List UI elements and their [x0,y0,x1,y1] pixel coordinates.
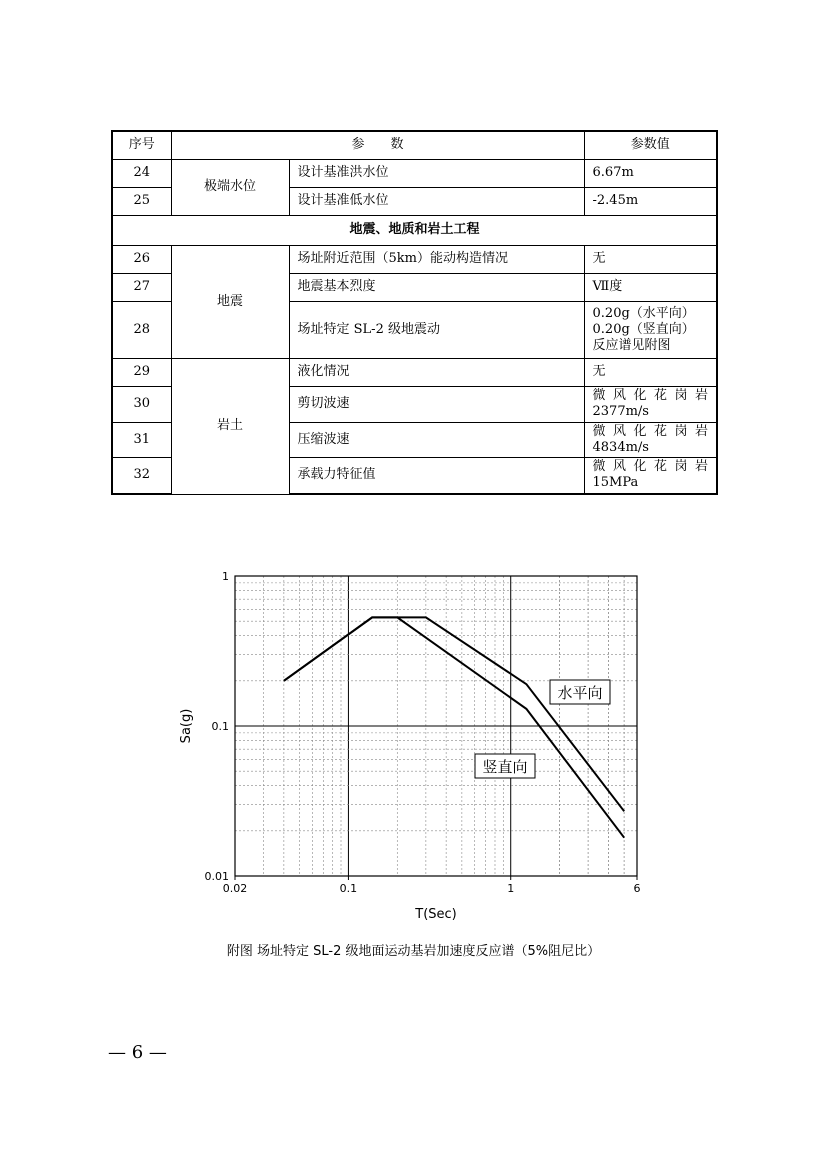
row-param: 设计基准洪水位 [289,159,584,187]
x-axis-label: T(Sec) [415,907,457,922]
table-header-row [112,131,717,159]
row-param: 地震基本烈度 [289,273,584,301]
row-param: 场址附近范围（5km）能动构造情况 [289,245,584,273]
row-value: 6.67m [584,159,717,187]
figure-caption: 附图 场址特定 SL-2 级地面运动基岩加速度反应谱（5%阻尼比） [226,944,601,959]
y-axis-label: Sa(g) [179,708,194,744]
header-param: 参 数 [171,131,584,159]
response-spectrum-chart [160,560,660,930]
header-no: 序号 [112,131,171,159]
row-no: 26 [112,245,171,273]
row-param: 设计基准低水位 [289,187,584,215]
x-tick-label: 0.02 [222,882,248,895]
row-group: 地震 [171,245,289,358]
table-row [112,245,717,273]
value-line: 微 风 化 花 岗 岩 [592,423,709,439]
page-number: — 6 — [108,1042,167,1063]
value-line: 15MPa [592,475,639,491]
header-value: 参数值 [584,131,717,159]
row-no: 24 [112,159,171,187]
value-line: 4834m/s [592,439,649,455]
row-param: 剪切波速 [289,386,584,422]
row-value [584,386,717,422]
row-value [584,457,717,494]
x-tick-label: 0.1 [339,882,358,895]
y-tick-label: 0.01 [204,870,229,883]
row-param: 场址特定 SL-2 级地震动 [289,301,584,358]
series-label: 竖直向 [482,758,528,776]
section-row [112,215,717,245]
y-tick-label: 1 [222,570,229,583]
table-row [112,159,717,187]
row-no: 31 [112,422,171,457]
row-no: 29 [112,358,171,386]
value-line: 微 风 化 花 岗 岩 [592,388,709,403]
value-line: 反应谱见附图 [592,337,671,353]
series-label: 水平向 [557,684,603,702]
x-tick-label: 1 [507,882,515,895]
row-group: 岩土 [171,358,289,494]
row-value: 无 [584,358,717,386]
parameter-table [111,130,718,495]
row-value: -2.45m [584,187,717,215]
row-value [584,301,717,358]
value-line: 微 风 化 花 岗 岩 [592,459,709,475]
series-line [284,617,624,811]
x-tick-label: 6 [633,882,641,895]
row-no: 25 [112,187,171,215]
row-no: 32 [112,457,171,494]
row-value: 无 [584,245,717,273]
row-param: 液化情况 [289,358,584,386]
row-no: 27 [112,273,171,301]
row-param: 压缩波速 [289,422,584,457]
section-title: 地震、地质和岩土工程 [112,215,717,245]
value-line: 0.20g（水平向） [592,305,695,321]
row-param: 承载力特征值 [289,457,584,494]
row-no: 28 [112,301,171,358]
chart-svg [160,560,660,930]
row-group: 极端水位 [171,159,289,215]
y-tick-label: 0.1 [211,720,229,733]
series-line [284,617,624,837]
row-no: 30 [112,386,171,422]
row-value [584,422,717,457]
row-value: Ⅶ度 [584,273,717,301]
value-line: 2377m/s [592,404,649,419]
value-line: 0.20g（竖直向） [592,321,695,337]
table-row [112,358,717,386]
